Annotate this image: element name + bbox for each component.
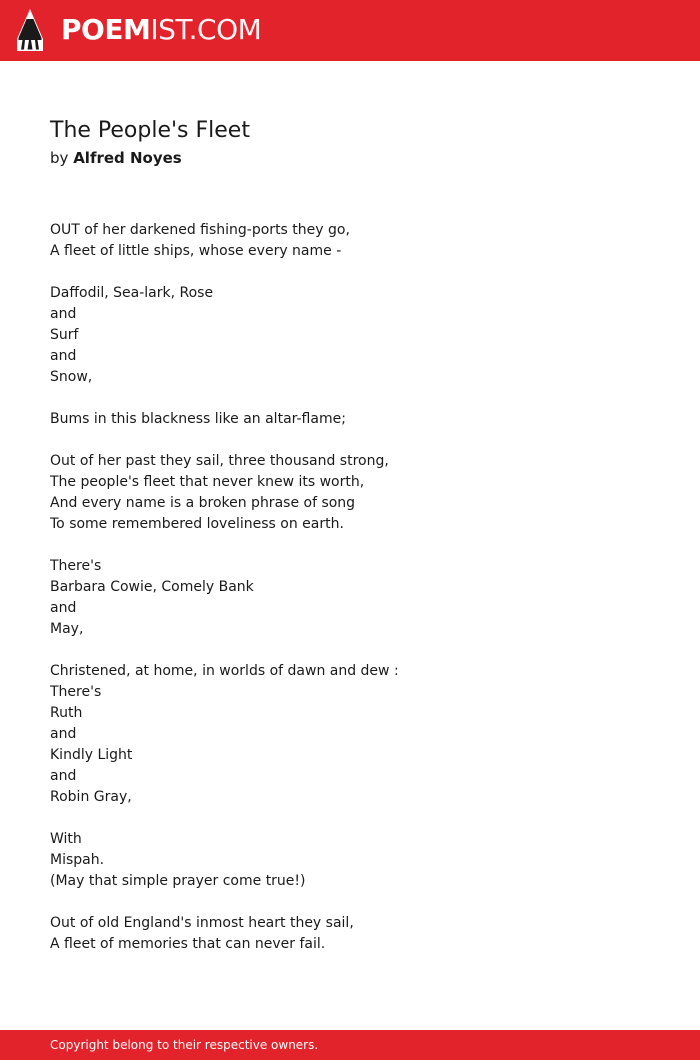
poem-byline [50, 147, 650, 169]
pencil-icon [17, 9, 43, 51]
poem-line: Christened, at home, in worlds of dawn and dew : [50, 663, 399, 679]
poem-line: And every name is a broken phrase of song [50, 495, 356, 511]
poem-line: Mispah. [50, 852, 105, 868]
poem-line: and [50, 306, 77, 322]
by-label: by [50, 149, 69, 167]
poem-line: Out of old England's inmost heart they sail, [50, 915, 354, 931]
stanza-break [50, 430, 650, 451]
poem-body [50, 220, 650, 955]
stanza-break [50, 640, 650, 661]
poem-line: Robin Gray, [50, 789, 132, 805]
stanza-break [50, 892, 650, 913]
poem-line: Daffodil, Sea-lark, Rose [50, 285, 214, 301]
poem-line: The people's fleet that never knew its worth, [50, 474, 365, 490]
site-logo[interactable] [17, 9, 261, 51]
poem-line: Out of her past they sail, three thousand strong, [50, 453, 389, 469]
poem-line: and [50, 726, 77, 742]
poem-line: Kindly Light [50, 747, 133, 763]
stanza-break [50, 388, 650, 409]
poem-line: A fleet of little ships, whose every name - [50, 243, 342, 259]
poem-line: There's [50, 684, 102, 700]
poem-line: Ruth [50, 705, 83, 721]
poem-line: With [50, 831, 82, 847]
poem-line: Surf [50, 327, 79, 343]
stanza-break [50, 535, 650, 556]
poem-line: and [50, 348, 77, 364]
poem-line: A fleet of memories that can never fail. [50, 936, 326, 952]
poem-author: Alfred Noyes [73, 149, 182, 167]
brand-name-bold: POEM [61, 13, 151, 46]
brand-name-light: IST.COM [150, 13, 262, 46]
brand-name [61, 9, 261, 51]
poem-line: OUT of her darkened fishing-ports they go, [50, 222, 350, 238]
poem-line: May, [50, 621, 84, 637]
poem-line: (May that simple prayer come true!) [50, 873, 306, 889]
poem-line: and [50, 768, 77, 784]
footer-bar [0, 1030, 700, 1060]
poem-line: Bums in this blackness like an altar-flame; [50, 411, 346, 427]
copyright-notice: Copyright belong to their respective owners. [50, 1038, 319, 1052]
poem-content [50, 115, 650, 955]
poem-line: Snow, [50, 369, 93, 385]
top-bar [0, 0, 700, 61]
stanza-break [50, 262, 650, 283]
poem-line: Barbara Cowie, Comely Bank [50, 579, 254, 595]
poem-line: To some remembered loveliness on earth. [50, 516, 344, 532]
poem-line: and [50, 600, 77, 616]
stanza-break [50, 808, 650, 829]
poem-line: There's [50, 558, 102, 574]
poem-title: The People's Fleet [50, 118, 250, 143]
